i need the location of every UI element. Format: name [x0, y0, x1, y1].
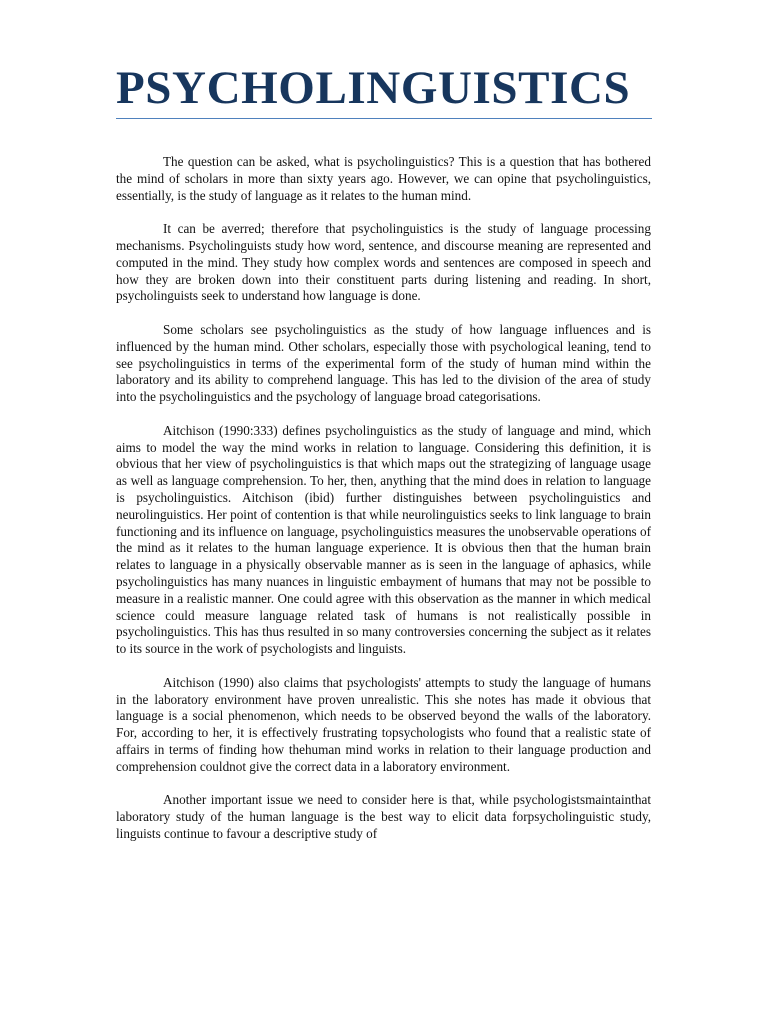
paragraph-1: The question can be asked, what is psycholinguistics? This is a question that has bothered the mind of scholars in more than sixty years ago. However, we can opine that psycholinguistics, essentially, is the study of language as it relates to the human mind. — [116, 154, 651, 203]
paragraph-3: Some scholars see psycholinguistics as the study of how language influences and is influenced by the human mind. Other scholars, especially those with psychological leaning, tend to see psycholinguistics in terms of the experimental form of the study of human mind within the laboratory and its ability to comprehend language. This has led to the division of the area of study into the psycholinguistics and the psychology of language broad categorisations. — [116, 321, 651, 405]
paragraph-4: Aitchison (1990:333) defines psycholinguistics as the study of language and mind, which aims to model the way the mind works in relation to language. Considering this definition, it is obvious that her view of psycholinguistics is that which maps out the strategizing of language usage as well as language comprehension. To her, then, anything that the mind does in relation to language is psycholinguistics. Aitchison (ibid) further distinguishes between psycholinguistics and neurolinguistics. Her point of contention is that while neurolinguistics seeks to link language to brain functioning and its influence on language, psycholinguistics measures the unobservable operations of the mind as it relates to the human language experience. It is obvious then that the human brain relates to language in a physically observable manner as is seen in the language of aphasics, while psycholinguistics has many nuances in linguistic embayment of humans that may not be possible to measure in a realistic manner. One could agree with this observation as the manner in which medical science could measure language related task of humans is not realistically possible in psycholinguistics. This has thus resulted in so many controversies concerning the subject as it relates to its source in the work of psychologists and linguists. — [116, 422, 651, 657]
title-underline — [116, 118, 652, 119]
paragraph-6: Another important issue we need to consider here is that, while psychologistsmaintainthat laboratory study of the human language is the best way to elicit data forpsycholinguistic study, linguists continue to favour a descriptive study of — [116, 792, 651, 841]
document-body — [116, 154, 651, 859]
document-title: PSYCHOLINGUISTICS — [116, 62, 631, 114]
paragraph-5: Aitchison (1990) also claims that psychologists' attempts to study the language of humans in the laboratory environment have proven unrealistic. This she notes has made it obvious that language is a social phenomenon, which needs to be observed beyond the walls of the laboratory. For, according to her, it is effectively frustrating topsychologists who found that a realistic state of affairs in terms of finding how thehuman mind works in relation to their language production and comprehension couldnot give the correct data in a laboratory environment. — [116, 674, 651, 774]
paragraph-2: It can be averred; therefore that psycholinguistics is the study of language processing mechanisms. Psycholinguists study how word, sentence, and discourse meaning are represented and computed in the mind. They study how complex words and sentences are composed in speech and how they are broken down into their constituent parts during listening and reading. In short, psycholinguists seek to understand how language is done. — [116, 221, 651, 304]
